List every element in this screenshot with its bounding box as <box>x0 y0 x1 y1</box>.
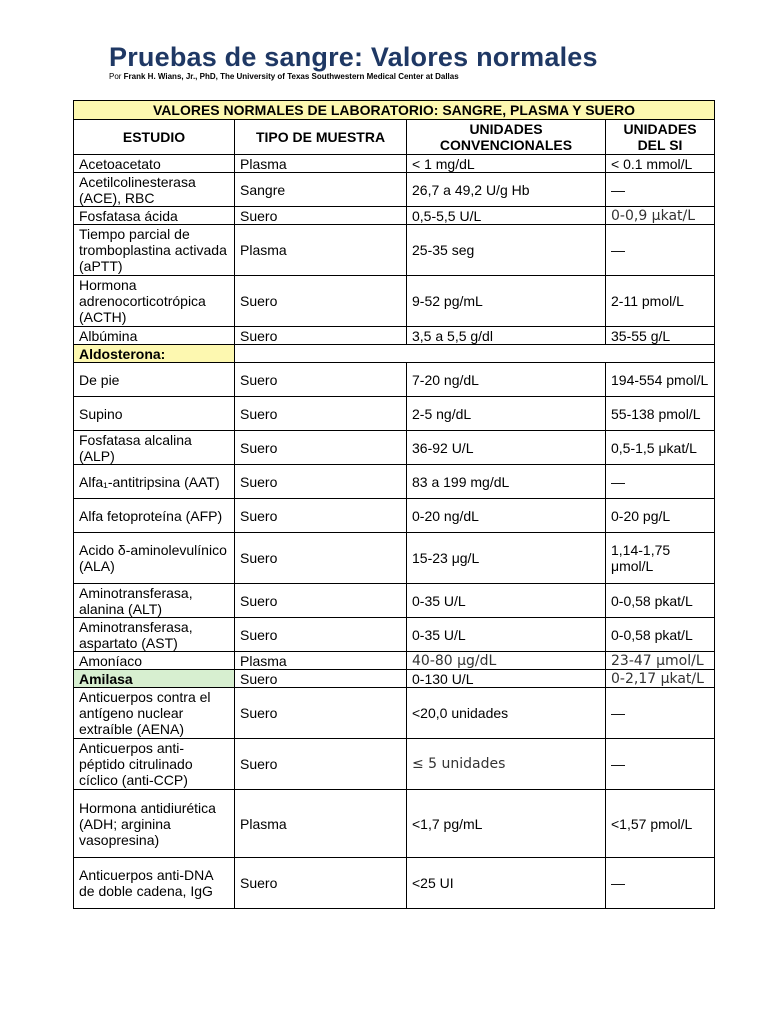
sample-cell: Suero <box>235 670 407 688</box>
table-row <box>74 327 715 345</box>
conv-units-cell: <1,7 pg/mL <box>407 790 606 858</box>
byline-author: Frank H. Wians, Jr., PhD, The University of Texas Southwestern Medical Center at Dallas <box>123 72 459 81</box>
conv-units-cell: 0-130 U/L <box>407 670 606 688</box>
table-row <box>74 739 715 790</box>
conv-units-cell: 40-80 μg/dL <box>407 652 606 670</box>
table-row <box>74 670 715 688</box>
study-cell: Hormona antidiurética (ADH; arginina vasopresina) <box>74 790 235 858</box>
table-row <box>74 858 715 909</box>
table-row <box>74 397 715 431</box>
sample-cell: Suero <box>235 533 407 584</box>
study-cell: Acetoacetato <box>74 155 235 173</box>
table-header-row <box>74 120 715 155</box>
study-cell: Alfa₁-antitripsina (AAT) <box>74 465 235 499</box>
si-units-cell: — <box>606 739 715 790</box>
conv-units-cell: < 1 mg/dL <box>407 155 606 173</box>
study-cell: Hormona adrenocorticotrópica (ACTH) <box>74 276 235 327</box>
sample-cell: Sangre <box>235 173 407 207</box>
sample-cell: Suero <box>235 858 407 909</box>
sample-cell: Suero <box>235 618 407 652</box>
sample-cell: Suero <box>235 276 407 327</box>
sample-cell: Suero <box>235 465 407 499</box>
sample-cell: Suero <box>235 499 407 533</box>
section-row-aldosterona <box>74 345 715 363</box>
si-units-cell: — <box>606 225 715 276</box>
table-row <box>74 790 715 858</box>
study-cell: Fosfatasa alcalina (ALP) <box>74 431 235 465</box>
sample-cell: Suero <box>235 207 407 225</box>
table-banner: VALORES NORMALES DE LABORATORIO: SANGRE, PLASMA Y SUERO <box>74 101 715 120</box>
study-cell: Amoníaco <box>74 652 235 670</box>
conv-units-cell: <25 UI <box>407 858 606 909</box>
si-units-cell: 0-0,9 μkat/L <box>606 207 715 225</box>
si-units-cell: 0-0,58 pkat/L <box>606 618 715 652</box>
sample-cell: Plasma <box>235 225 407 276</box>
study-cell: Amilasa <box>74 670 235 688</box>
table-row <box>74 465 715 499</box>
table-row <box>74 533 715 584</box>
conv-units-cell: 36-92 U/L <box>407 431 606 465</box>
conv-units-cell: 15-23 μg/L <box>407 533 606 584</box>
header-tipo-de-muestra: TIPO DE MUESTRA <box>235 120 407 155</box>
header-unidades-convencionales: UNIDADES CONVENCIONALES <box>407 120 606 155</box>
sample-cell: Suero <box>235 584 407 618</box>
header-estudio: ESTUDIO <box>74 120 235 155</box>
si-units-cell: — <box>606 465 715 499</box>
conv-units-cell: 25-35 seg <box>407 225 606 276</box>
conv-units-cell: 0,5-5,5 U/L <box>407 207 606 225</box>
study-cell: De pie <box>74 363 235 397</box>
conv-units-cell: 0-35 U/L <box>407 584 606 618</box>
section-blank-cell <box>235 345 715 363</box>
study-cell: Alfa fetoproteína (AFP) <box>74 499 235 533</box>
sample-cell: Plasma <box>235 652 407 670</box>
si-units-cell: — <box>606 173 715 207</box>
si-units-cell: 0,5-1,5 μkat/L <box>606 431 715 465</box>
si-units-cell: 1,14-1,75 μmol/L <box>606 533 715 584</box>
conv-units-cell: 7-20 ng/dL <box>407 363 606 397</box>
table-banner-row <box>74 101 715 120</box>
si-units-cell: 23-47 μmol/L <box>606 652 715 670</box>
conv-units-cell: 0-20 ng/dL <box>407 499 606 533</box>
si-units-cell: 0-0,58 pkat/L <box>606 584 715 618</box>
study-cell: Tiempo parcial de tromboplastina activada (aPTT) <box>74 225 235 276</box>
study-cell: Anticuerpos contra el antígeno nuclear extraíble (AENA) <box>74 688 235 739</box>
sample-cell: Suero <box>235 327 407 345</box>
conv-units-cell: ≤ 5 unidades <box>407 739 606 790</box>
study-cell: Fosfatasa ácida <box>74 207 235 225</box>
study-cell: Supino <box>74 397 235 431</box>
table-row <box>74 276 715 327</box>
page-title: Pruebas de sangre: Valores normales <box>109 42 598 72</box>
si-units-cell: 0-20 pg/L <box>606 499 715 533</box>
study-cell: Acido δ-aminolevulínico (ALA) <box>74 533 235 584</box>
study-cell: Anticuerpos anti-péptido citrulinado cíclico (anti-CCP) <box>74 739 235 790</box>
byline-prefix: Por <box>109 72 124 81</box>
study-cell: Anticuerpos anti-DNA de doble cadena, IgG <box>74 858 235 909</box>
table-row <box>74 173 715 207</box>
byline <box>109 72 459 81</box>
study-cell: Aminotransferasa, alanina (ALT) <box>74 584 235 618</box>
si-units-cell: — <box>606 688 715 739</box>
conv-units-cell: 3,5 a 5,5 g/dl <box>407 327 606 345</box>
si-units-cell: 0-2,17 μkat/L <box>606 670 715 688</box>
sample-cell: Suero <box>235 688 407 739</box>
table-row <box>74 584 715 618</box>
table-row <box>74 207 715 225</box>
sample-cell: Plasma <box>235 790 407 858</box>
section-label: Aldosterona: <box>74 345 235 363</box>
sample-cell: Plasma <box>235 155 407 173</box>
table-row <box>74 363 715 397</box>
table-row <box>74 618 715 652</box>
si-units-cell: 2-11 pmol/L <box>606 276 715 327</box>
lab-values-table <box>73 100 715 909</box>
header-unidades-si: UNIDADES DEL SI <box>606 120 715 155</box>
study-cell: Aminotransferasa, aspartato (AST) <box>74 618 235 652</box>
conv-units-cell: 26,7 a 49,2 U/g Hb <box>407 173 606 207</box>
table-row <box>74 225 715 276</box>
table-row <box>74 499 715 533</box>
table-row <box>74 431 715 465</box>
conv-units-cell: 83 a 199 mg/dL <box>407 465 606 499</box>
sample-cell: Suero <box>235 363 407 397</box>
conv-units-cell: 0-35 U/L <box>407 618 606 652</box>
si-units-cell: <1,57 pmol/L <box>606 790 715 858</box>
si-units-cell: 194-554 pmol/L <box>606 363 715 397</box>
si-units-cell: 55-138 pmol/L <box>606 397 715 431</box>
table-row <box>74 688 715 739</box>
table-row <box>74 652 715 670</box>
conv-units-cell: <20,0 unidades <box>407 688 606 739</box>
study-cell: Albúmina <box>74 327 235 345</box>
sample-cell: Suero <box>235 739 407 790</box>
si-units-cell: — <box>606 858 715 909</box>
si-units-cell: 35-55 g/L <box>606 327 715 345</box>
conv-units-cell: 2-5 ng/dL <box>407 397 606 431</box>
study-cell: Acetilcolinesterasa (ACE), RBC <box>74 173 235 207</box>
sample-cell: Suero <box>235 397 407 431</box>
sample-cell: Suero <box>235 431 407 465</box>
conv-units-cell: 9-52 pg/mL <box>407 276 606 327</box>
table-row <box>74 155 715 173</box>
si-units-cell: < 0.1 mmol/L <box>606 155 715 173</box>
